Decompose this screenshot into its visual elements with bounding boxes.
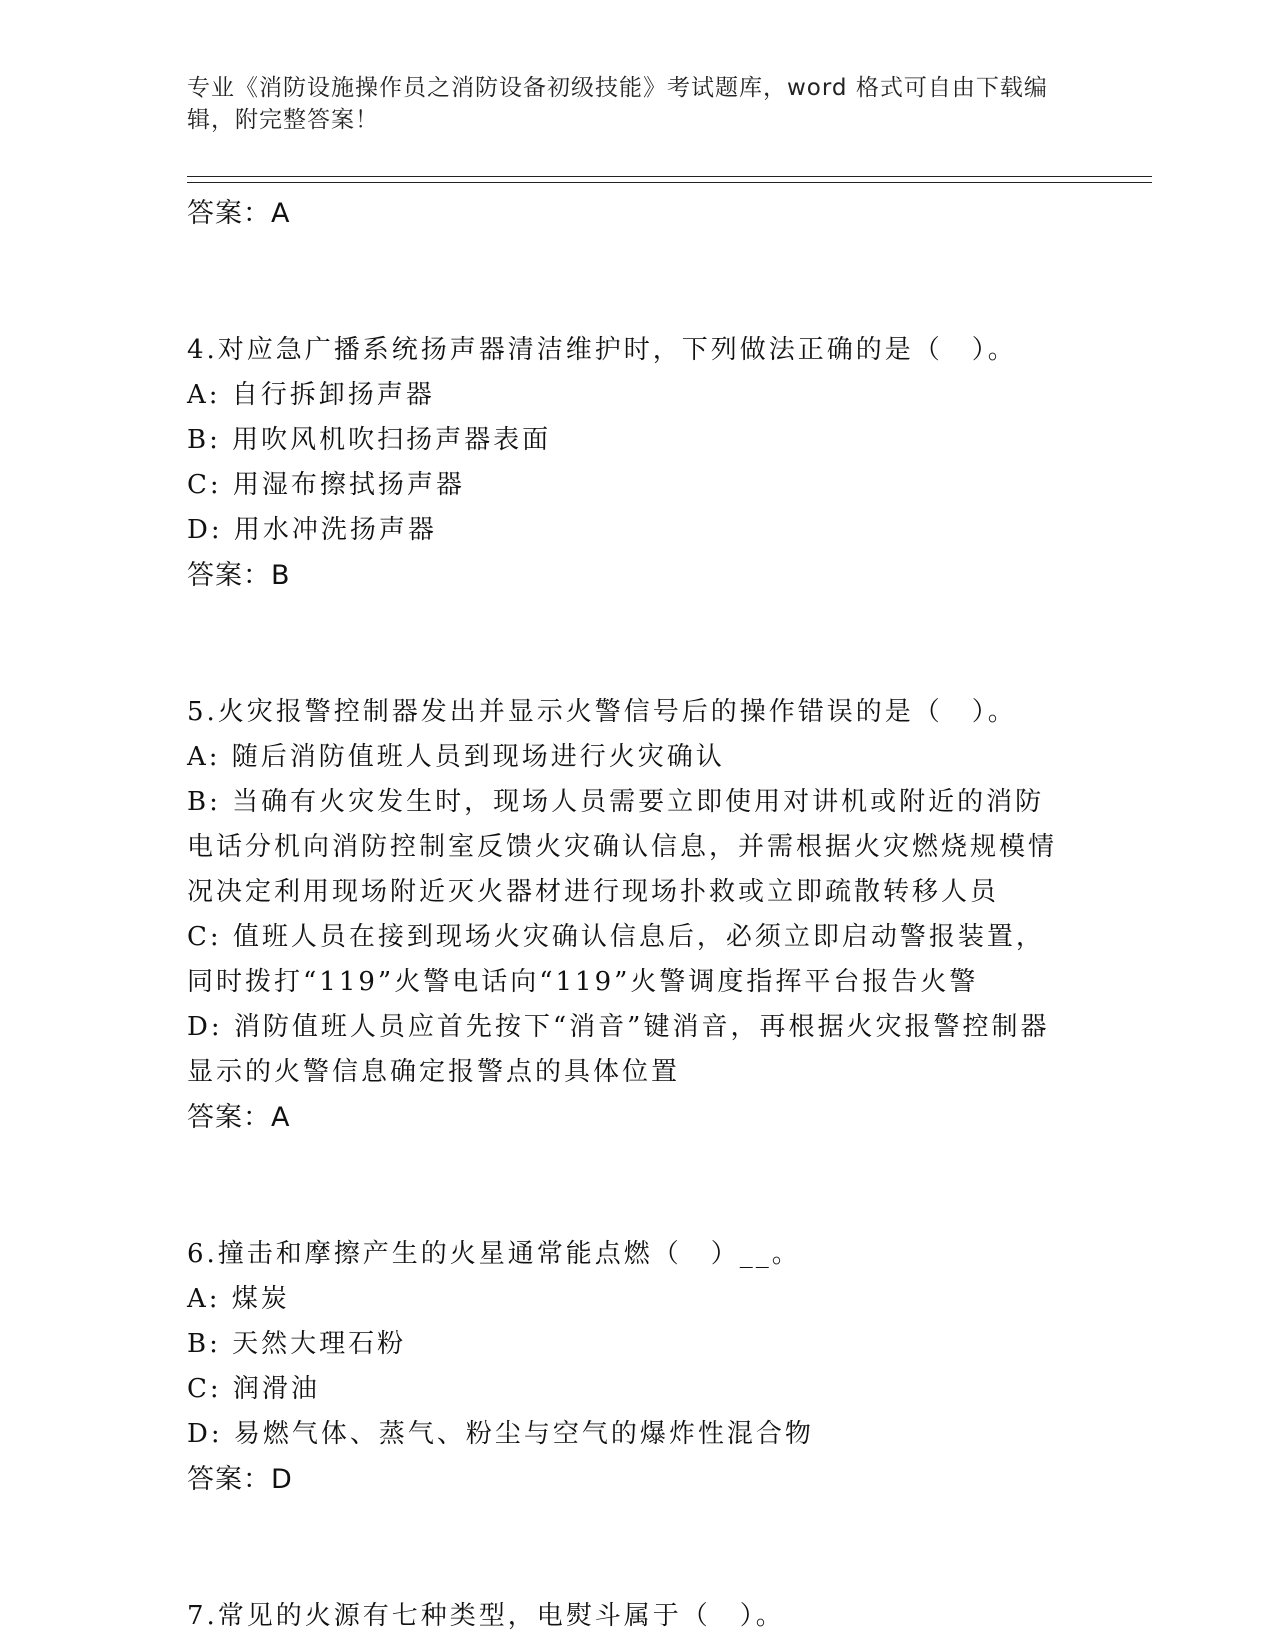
- question-list: [187, 191, 1067, 1639]
- option-text: A: 煤炭: [187, 1284, 290, 1314]
- option-text: C: 值班人员在接到现场火灾确认信息后，必须立即启动警报装置，同时拨打“119”火警电话向“119”火警调度指挥平台报告火警: [187, 922, 1045, 997]
- option-text: C: 用湿布擦拭扬声器: [187, 470, 465, 500]
- option-text: D: 用水冲洗扬声器: [187, 515, 437, 545]
- option-text: A: 随后消防值班人员到现场进行火灾确认: [187, 742, 725, 772]
- answer-line: 答案：D: [187, 1464, 293, 1495]
- option-text: C: 润滑油: [187, 1374, 320, 1404]
- question-text: 5.火灾报警控制器发出并显示火警信号后的操作错误的是（ ）。: [187, 697, 1017, 727]
- option-text: D: 消防值班人员应首先按下“消音”键消音，再根据火灾报警控制器显示的火警信息确定报警点的具体位置: [187, 1012, 1050, 1087]
- spacer: [187, 598, 1067, 690]
- spacer: [187, 1140, 1067, 1232]
- header-rule-top: [187, 176, 1152, 177]
- header-rule-bottom: [187, 182, 1152, 183]
- answer-line: 答案：B: [187, 560, 291, 591]
- spacer: [187, 236, 1067, 328]
- option-text: D: 易燃气体、蒸气、粉尘与空气的爆炸性混合物: [187, 1419, 814, 1449]
- option-text: A: 自行拆卸扬声器: [187, 380, 435, 410]
- spacer: [187, 1502, 1067, 1594]
- option-text: B: 当确有火灾发生时，现场人员需要立即使用对讲机或附近的消防电话分机向消防控制室反馈火灾确认信息，并需根据火灾燃烧规模情况决定利用现场附近灭火器材进行现场扑救或立即疏散转移人员: [187, 787, 1058, 907]
- option-text: B: 天然大理石粉: [187, 1329, 407, 1359]
- option-text: B: 用吹风机吹扫扬声器表面: [187, 425, 552, 455]
- question-text: 7.常见的火源有七种类型，电熨斗属于（ ）。: [187, 1601, 785, 1631]
- answer-line: 答案：A: [187, 1102, 291, 1133]
- question-text: 6.撞击和摩擦产生的火星通常能点燃（ ）__。: [187, 1239, 801, 1269]
- question-text: 4.对应急广播系统扬声器清洁维护时，下列做法正确的是（ ）。: [187, 335, 1017, 365]
- answer-line: 答案：A: [187, 198, 291, 229]
- document-header: 专业《消防设施操作员之消防设备初级技能》考试题库，word 格式可自由下载编辑，附完整答案！: [187, 75, 1048, 133]
